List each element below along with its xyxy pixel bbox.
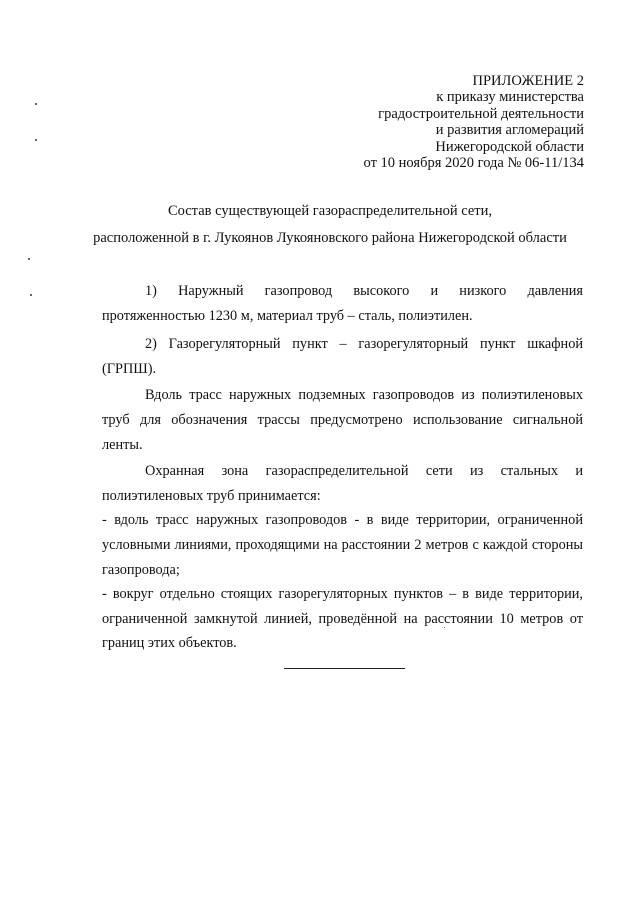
appendix-number: ПРИЛОЖЕНИЕ 2 [472, 73, 584, 89]
order-reference-line: к приказу министерства [436, 89, 584, 106]
scan-speck [28, 258, 30, 260]
ministry-name-line: градостроительной деятельности [378, 105, 584, 122]
scan-speck [444, 627, 445, 628]
paragraph-gas-regulator: 2) Газорегуляторный пункт – газорегуляторный пункт шкафной (ГРПШ). [102, 336, 583, 377]
ministry-name-line-2: и развития агломераций [435, 122, 584, 139]
paragraph-protection-zone: Охранная зона газораспределительной сети из стальных и полиэтиленовых труб принимается: [102, 463, 583, 504]
region-name-line: Нижегородской области [435, 138, 584, 155]
paragraph-zone-regulators: - вокруг отдельно стоящих газорегуляторных пунктов – в виде территории, ограниченной замкнутой линией, проведённой на расстоянии 10 метров от границ этих объектов. [102, 586, 583, 652]
document-body [102, 279, 583, 656]
scan-speck [30, 294, 32, 296]
appendix-header [284, 73, 584, 171]
scan-speck [35, 103, 37, 105]
paragraph-zone-pipelines: - вдоль трасс наружных газопроводов - в виде территории, ограниченной условными линиями, проходящими на расстоянии 2 метров с каждой стороны газопровода; [102, 512, 583, 578]
document-title-line-1: Состав существующей газораспределительной сети, [167, 203, 493, 219]
end-divider-line [284, 668, 405, 669]
scan-speck [35, 139, 37, 141]
order-date-number: от 10 ноября 2020 года № 06-11/134 [363, 155, 584, 172]
document-title-line-2: расположенной в г. Лукоянов Лукояновского района Нижегородской области [93, 230, 567, 246]
paragraph-gas-pipeline: 1) Наружный газопровод высокого и низкого давления протяженностью 1230 м, материал труб – сталь, полиэтилен. [102, 283, 583, 324]
paragraph-signal-tape: Вдоль трасс наружных подземных газопроводов из полиэтиленовых труб для обозначения трассы предусмотрено использование сигнальной ленты. [102, 387, 583, 453]
